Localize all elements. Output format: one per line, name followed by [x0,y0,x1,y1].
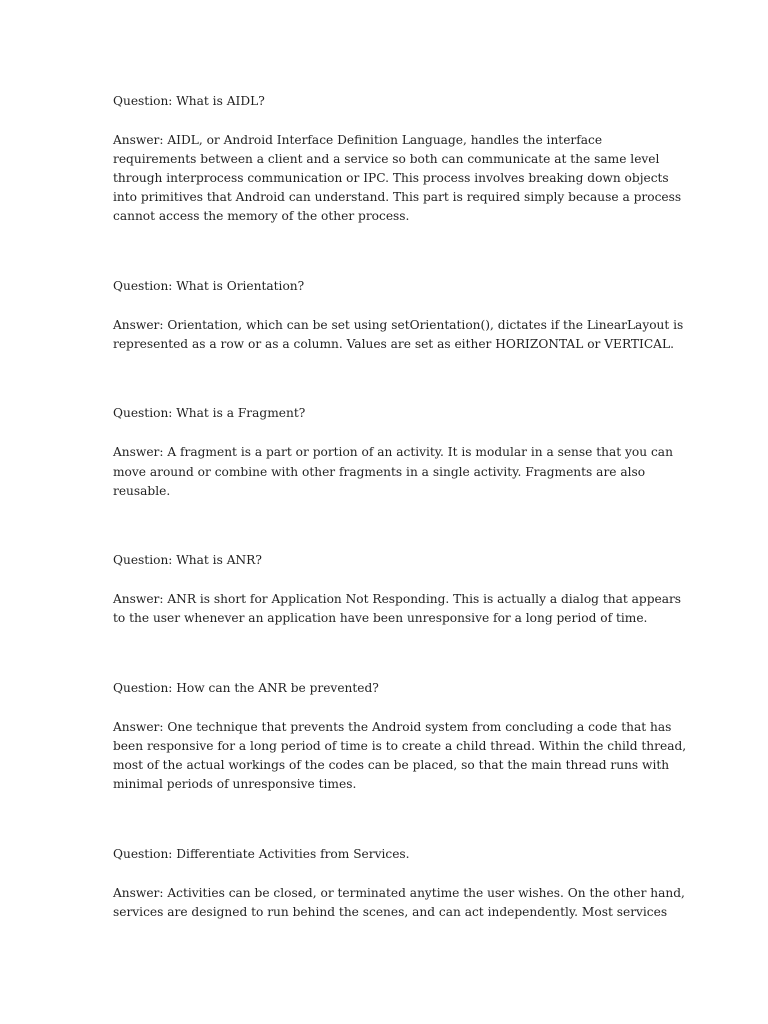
question-what-is-aidl: Question: What is AIDL? [113,94,265,108]
question-what-is-a-fragment: Question: What is a Fragment? [113,406,306,420]
question-differentiate-activities-services: Question: Differentiate Activities from Services. [113,847,410,861]
answer-anr-prevented-line: most of the actual workings of the codes can be placed, so that the main thread runs with [113,758,670,772]
answer-activities-services-line: services are designed to run behind the scenes, and can act independently. Most services [113,905,668,919]
answer-orientation-line: Answer: Orientation, which can be set using setOrientation(), dictates if the LinearLayout is [113,318,684,332]
answer-aidl-line: through interprocess communication or IPC. This process involves breaking down objects [113,171,669,185]
answer-activities-services-line: Answer: Activities can be closed, or terminated anytime the user wishes. On the other hand, [113,886,685,900]
answer-orientation-line: represented as a row or as a column. Values are set as either HORIZONTAL or VERTICAL. [113,337,674,351]
answer-fragment-line: reusable. [113,484,171,498]
answer-anr-line: to the user whenever an application have been unresponsive for a long period of time. [113,611,648,625]
answer-anr-line: Answer: ANR is short for Application Not Responding. This is actually a dialog that appears [113,592,682,606]
answer-aidl-line: cannot access the memory of the other process. [113,209,410,223]
answer-anr-prevented-line: minimal periods of unresponsive times. [113,777,357,791]
question-how-can-anr-be-prevented: Question: How can the ANR be prevented? [113,681,379,695]
answer-fragment-line: Answer: A fragment is a part or portion of an activity. It is modular in a sense that you can [113,445,673,459]
answer-aidl-line: into primitives that Android can understand. This part is required simply because a process [113,190,682,204]
question-what-is-orientation: Question: What is Orientation? [113,279,305,293]
answer-fragment-line: move around or combine with other fragments in a single activity. Fragments are also [113,465,646,479]
answer-anr-prevented-line: Answer: One technique that prevents the Android system from concluding a code that has [113,720,672,734]
answer-aidl-line: requirements between a client and a service so both can communicate at the same level [113,152,660,166]
question-what-is-anr: Question: What is ANR? [113,553,262,567]
answer-anr-prevented-line: been responsive for a long period of time is to create a child thread. Within the child thread, [113,739,687,753]
answer-aidl-line: Answer: AIDL, or Android Interface Definition Language, handles the interface [113,133,603,147]
